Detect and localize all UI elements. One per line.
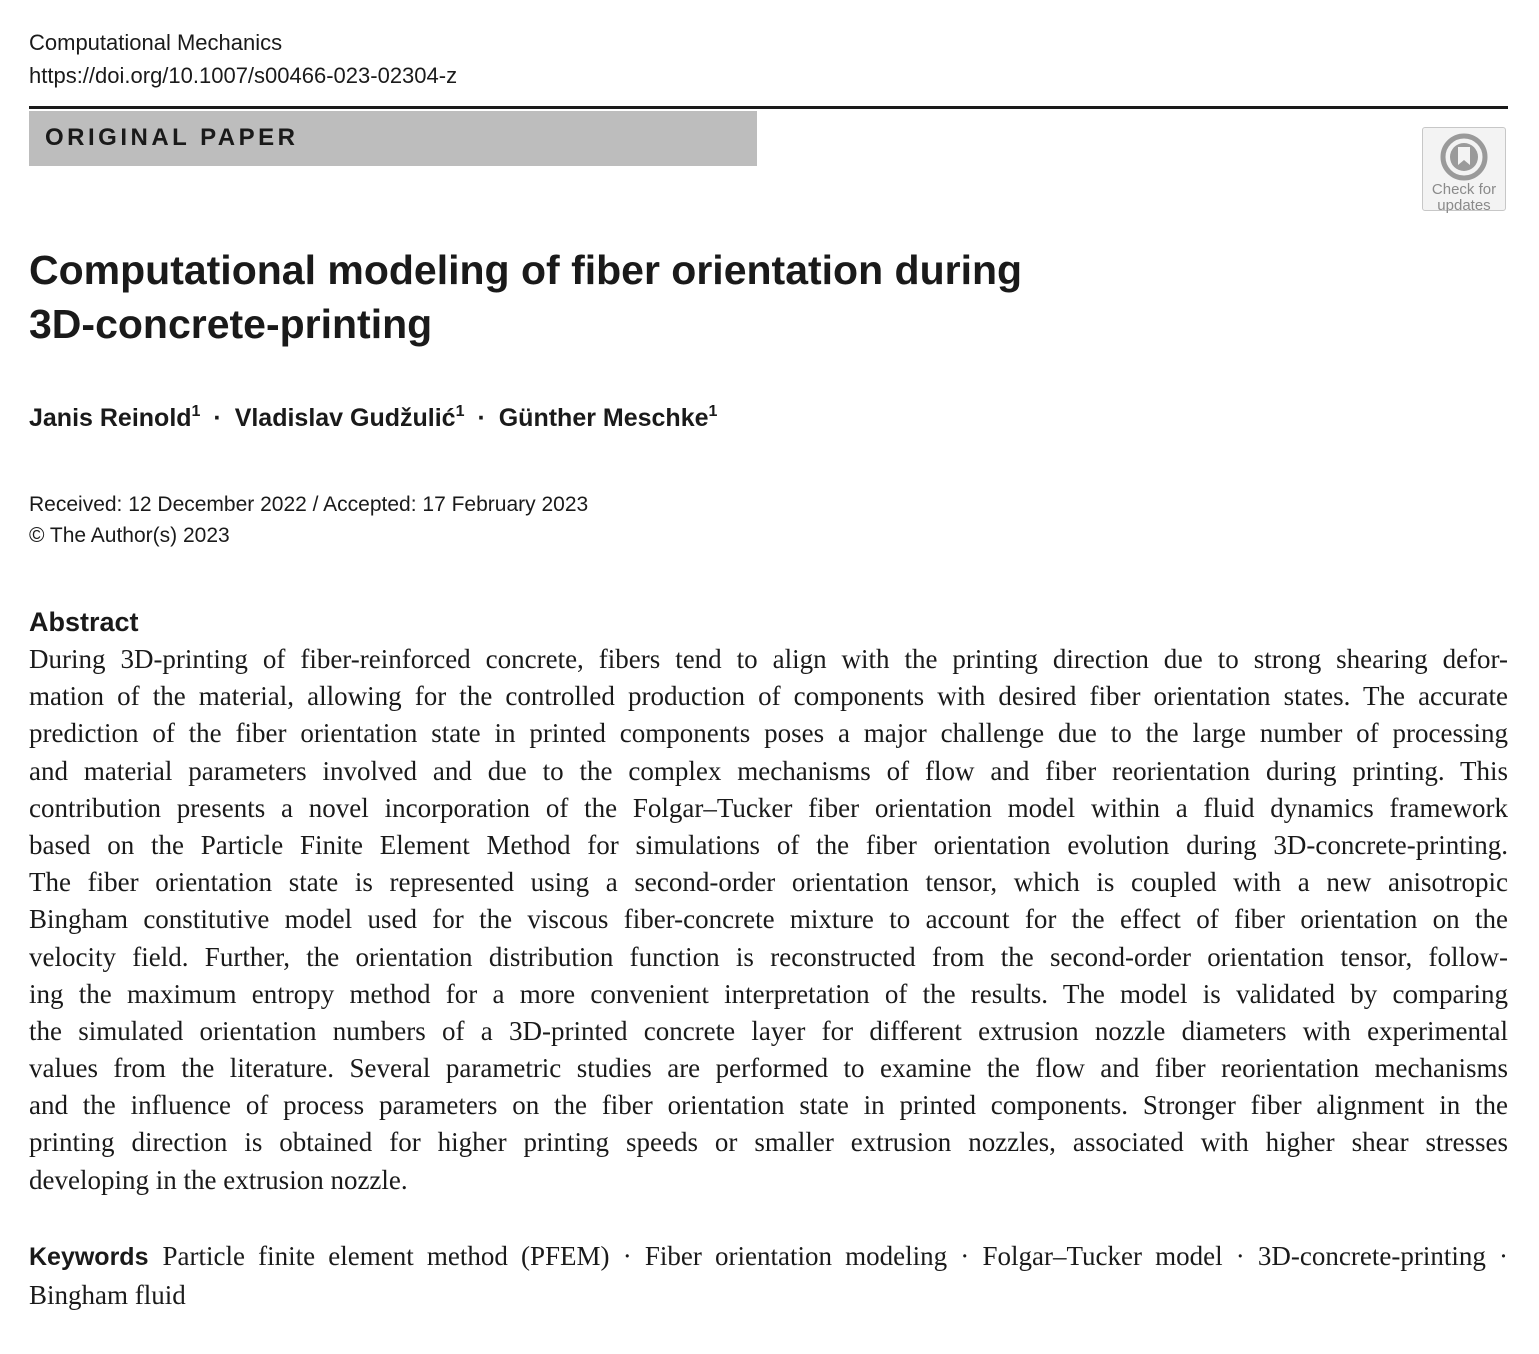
title-line-2: 3D-concrete-printing: [29, 301, 433, 347]
abstract-line: During 3D-printing of fiber-reinforced concrete, fibers tend to align with the printing direction due to strong shearing defor-: [29, 644, 1508, 674]
keywords-label: Keywords: [29, 1243, 149, 1271]
author-name[interactable]: Janis Reinold: [29, 404, 192, 432]
author-separator: ·: [213, 404, 222, 432]
abstract-heading: Abstract: [29, 607, 139, 637]
abstract-line: based on the Particle Finite Element Method for simulations of the fiber orientation evolution during 3D-concrete-printing.: [29, 829, 1508, 860]
abstract-line: velocity field. Further, the orientation distribution function is reconstructed from the second-order orientation tensor, follow-: [29, 941, 1508, 972]
author-name[interactable]: Günther Meschke: [498, 404, 709, 432]
author-affiliation: 1: [455, 403, 465, 420]
publication-dates: [29, 489, 588, 551]
header-rule: [29, 106, 1508, 109]
abstract-line: and the influence of process parameters on the fiber orientation state in printed components. Stronger fiber alignment in the: [29, 1090, 1508, 1121]
article-type-label: ORIGINAL PAPER: [45, 124, 299, 151]
title-line-1: Computational modeling of fiber orientation during: [29, 247, 1023, 293]
check-for-updates-badge[interactable]: [1422, 127, 1506, 214]
keywords-line-continued: Bingham fluid: [29, 1280, 186, 1310]
author-name[interactable]: Vladislav Gudžulić: [234, 404, 456, 432]
badge-line-2: updates: [1437, 197, 1491, 214]
author-affiliation: 1: [708, 403, 718, 420]
abstract-line: The fiber orientation state is represented using a second-order orientation tensor, which is coupled with a new anisotropic: [29, 867, 1508, 898]
journal-header: [29, 26, 457, 92]
abstract-line: values from the literature. Several parametric studies are performed to examine the flow and fiber reorientation mechanisms: [29, 1053, 1508, 1084]
abstract-body: [29, 641, 1508, 1199]
abstract-line: prediction of the fiber orientation state in printed components poses a major challenge due to the large number of processing: [29, 718, 1508, 749]
paper-title: [29, 243, 1129, 351]
journal-name: Computational Mechanics: [29, 30, 283, 55]
badge-line-1: Check for: [1431, 181, 1497, 198]
abstract-line: developing in the extrusion nozzle.: [29, 1164, 408, 1195]
copyright-notice: © The Author(s) 2023: [29, 524, 230, 547]
received-accepted-dates: Received: 12 December 2022 / Accepted: 17 February 2023: [29, 493, 589, 516]
article-type-banner: [29, 111, 757, 166]
keywords-section: [29, 1237, 1508, 1314]
author-separator: ·: [477, 404, 486, 432]
abstract-line: printing direction is obtained for higher printing speeds or smaller extrusion nozzles, associated with higher shear stresses: [29, 1127, 1508, 1158]
author-list: [29, 400, 717, 436]
abstract-line: and material parameters involved and due to the complex mechanisms of flow and fiber reorientation during printing. This: [29, 755, 1508, 786]
crossmark-icon: [1439, 132, 1489, 182]
abstract-line: contribution presents a novel incorporation of the Folgar–Tucker fiber orientation model within a fluid dynamics framework: [29, 792, 1508, 823]
author-affiliation: 1: [191, 403, 201, 420]
abstract-line: mation of the material, allowing for the controlled production of components with desired fiber orientation states. The accurate: [29, 681, 1508, 712]
doi-link[interactable]: https://doi.org/10.1007/s00466-023-02304-z: [29, 63, 458, 88]
keywords-list: Particle finite element method (PFEM) · Fiber orientation modeling · Folgar–Tucker model · 3D-concrete-printing ·: [162, 1241, 1508, 1271]
abstract-line: Bingham constitutive model used for the viscous fiber-concrete mixture to account for the effect of fiber orientation on the: [29, 904, 1508, 935]
keywords-line: [29, 1237, 1508, 1276]
abstract-line: ing the maximum entropy method for a more convenient interpretation of the results. The model is validated by comparing: [29, 978, 1508, 1009]
abstract-line: the simulated orientation numbers of a 3D-printed concrete layer for different extrusion nozzle diameters with experimental: [29, 1015, 1508, 1046]
